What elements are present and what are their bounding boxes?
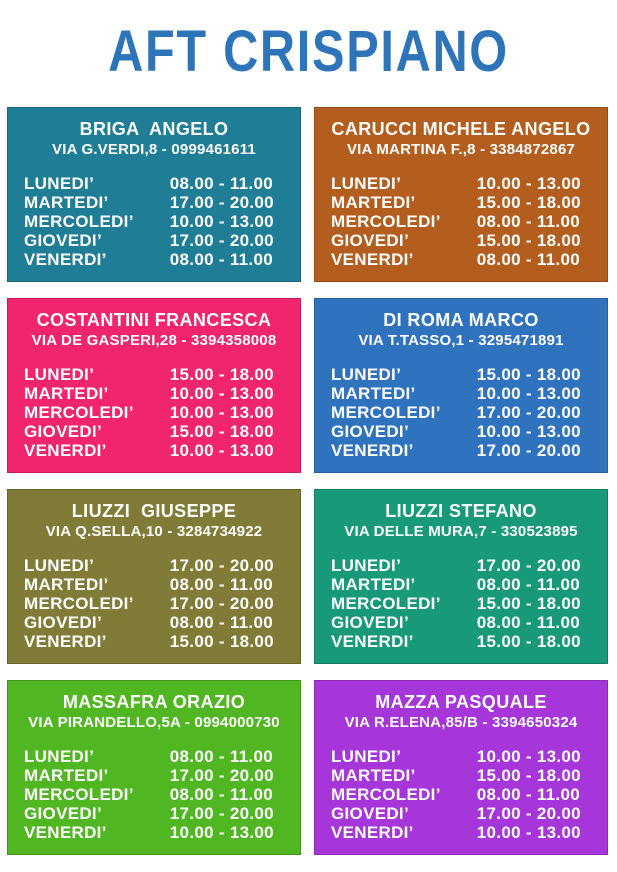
day-label: MARTEDI’ [24,193,109,212]
schedule-row [24,365,294,384]
day-label: LUNEDI’ [331,174,402,193]
time-range: 08.00 - 11.00 [169,747,273,766]
day-label: VENERDI’ [331,632,414,651]
time-range: 15.00 - 18.00 [169,365,274,384]
day-label: GIOVEDI’ [331,231,409,250]
time-range: 08.00 - 11.00 [476,575,580,594]
time-range: 08.00 - 11.00 [169,575,273,594]
schedule-rows [321,365,601,460]
time-range: 08.00 - 11.00 [169,174,273,193]
time-range: 10.00 - 13.00 [476,422,581,441]
person-name: MAZZA PASQUALE [375,692,547,712]
day-label: MERCOLEDI’ [331,403,441,422]
schedule-card-briga-angelo [7,107,301,282]
time-range: 08.00 - 11.00 [476,212,580,231]
schedule-rows [14,365,294,460]
time-range: 17.00 - 20.00 [169,556,274,575]
schedule-row [331,766,601,785]
schedule-row [331,231,601,250]
schedule-row [331,594,601,613]
person-name: BRIGA ANGELO [79,119,229,139]
schedule-row [24,556,294,575]
time-range: 10.00 - 13.00 [476,384,581,403]
time-range: 08.00 - 11.00 [169,250,273,269]
schedule-row [24,231,294,250]
time-range: 08.00 - 11.00 [169,613,273,632]
time-range: 08.00 - 11.00 [476,785,580,804]
address-phone: VIA T.TASSO,1 - 3295471891 [358,332,564,349]
person-name: DI ROMA MARCO [383,310,539,330]
cards-grid [7,107,608,855]
schedule-row [24,632,294,651]
schedule-row [24,785,294,804]
day-label: LUNEDI’ [331,365,402,384]
time-range: 17.00 - 20.00 [476,441,581,460]
schedule-row [331,556,601,575]
day-label: MARTEDI’ [331,575,416,594]
schedule-card-mazza-pasquale [314,680,608,855]
day-label: LUNEDI’ [331,747,402,766]
address-phone: VIA PIRANDELLO,5A - 0994000730 [28,714,280,731]
schedule-rows [14,556,294,651]
schedule-row [24,422,294,441]
schedule-rows [321,747,601,842]
schedule-card-costantini-francesca [7,298,301,473]
time-range: 17.00 - 20.00 [169,766,274,785]
day-label: MARTEDI’ [24,384,109,403]
day-label: MERCOLEDI’ [24,785,134,804]
time-range: 10.00 - 13.00 [169,823,274,842]
schedule-row [331,441,601,460]
schedule-row [24,613,294,632]
time-range: 15.00 - 18.00 [476,594,581,613]
schedule-card-liuzzi-giuseppe [7,489,301,664]
schedule-row [331,422,601,441]
schedule-row [24,823,294,842]
time-range: 17.00 - 20.00 [476,804,581,823]
day-label: MARTEDI’ [331,384,416,403]
day-label: VENERDI’ [331,441,414,460]
schedule-row [331,823,601,842]
time-range: 17.00 - 20.00 [169,594,274,613]
day-label: VENERDI’ [331,823,414,842]
time-range: 17.00 - 20.00 [169,193,274,212]
person-name: MASSAFRA ORAZIO [62,692,246,712]
address-phone: VIA DELLE MURA,7 - 330523895 [344,523,578,540]
schedule-row [331,747,601,766]
day-label: VENERDI’ [331,250,414,269]
address-phone: VIA DE GASPERI,28 - 3394358008 [31,332,277,349]
day-label: MARTEDI’ [331,766,416,785]
person-name: COSTANTINI FRANCESCA [36,310,272,330]
schedule-row [24,384,294,403]
day-label: MERCOLEDI’ [331,212,441,231]
day-label: GIOVEDI’ [24,422,102,441]
time-range: 15.00 - 18.00 [476,193,581,212]
day-label: MERCOLEDI’ [331,594,441,613]
time-range: 17.00 - 20.00 [169,804,274,823]
page-title: AFT CRISPIANO [108,19,509,84]
schedule-row [24,212,294,231]
time-range: 15.00 - 18.00 [476,231,581,250]
day-label: GIOVEDI’ [24,804,102,823]
person-name: LIUZZI GIUSEPPE [71,501,237,521]
schedule-row [331,384,601,403]
day-label: LUNEDI’ [24,365,95,384]
time-range: 10.00 - 13.00 [169,384,274,403]
address-phone: VIA MARTINA F.,8 - 3384872867 [346,141,576,158]
schedule-row [24,250,294,269]
time-range: 15.00 - 18.00 [169,422,274,441]
schedule-rows [321,556,601,651]
schedule-row [331,575,601,594]
day-label: MERCOLEDI’ [24,212,134,231]
schedule-row [331,174,601,193]
time-range: 08.00 - 11.00 [476,613,580,632]
day-label: LUNEDI’ [24,556,95,575]
schedule-rows [321,174,601,269]
day-label: LUNEDI’ [24,174,95,193]
day-label: VENERDI’ [24,250,107,269]
schedule-card-carucci-michele-angelo [314,107,608,282]
schedule-row [331,250,601,269]
schedule-row [331,212,601,231]
schedule-row [24,575,294,594]
time-range: 17.00 - 20.00 [476,556,581,575]
day-label: MERCOLEDI’ [24,403,134,422]
time-range: 10.00 - 13.00 [169,403,274,422]
day-label: GIOVEDI’ [331,422,409,441]
day-label: VENERDI’ [24,632,107,651]
address-phone: VIA R.ELENA,85/B - 3394650324 [344,714,578,731]
schedule-row [24,594,294,613]
address-phone: VIA G.VERDI,8 - 0999461611 [52,141,256,158]
day-label: MARTEDI’ [24,575,109,594]
day-label: MERCOLEDI’ [24,594,134,613]
time-range: 17.00 - 20.00 [476,403,581,422]
schedule-row [331,403,601,422]
time-range: 10.00 - 13.00 [169,212,274,231]
time-range: 15.00 - 18.00 [476,632,581,651]
time-range: 08.00 - 11.00 [169,785,273,804]
schedule-row [24,804,294,823]
schedule-row [331,632,601,651]
schedule-row [24,747,294,766]
time-range: 17.00 - 20.00 [169,231,274,250]
day-label: GIOVEDI’ [24,231,102,250]
time-range: 10.00 - 13.00 [476,174,581,193]
schedule-row [24,766,294,785]
day-label: VENERDI’ [24,823,107,842]
schedule-card-liuzzi-stefano [314,489,608,664]
time-range: 10.00 - 13.00 [169,441,274,460]
schedule-row [24,193,294,212]
schedule-rows [14,174,294,269]
day-label: VENERDI’ [24,441,107,460]
schedule-card-di-roma-marco [314,298,608,473]
schedule-row [24,403,294,422]
day-label: GIOVEDI’ [331,804,409,823]
day-label: GIOVEDI’ [331,613,409,632]
address-phone: VIA Q.SELLA,10 - 3284734922 [45,523,263,540]
day-label: MARTEDI’ [24,766,109,785]
schedule-row [24,441,294,460]
time-range: 10.00 - 13.00 [476,747,581,766]
schedule-row [331,193,601,212]
person-name: LIUZZI STEFANO [385,501,537,521]
schedule-row [24,174,294,193]
day-label: MARTEDI’ [331,193,416,212]
time-range: 15.00 - 18.00 [169,632,274,651]
schedule-card-massafra-orazio [7,680,301,855]
schedule-row [331,785,601,804]
schedule-row [331,804,601,823]
person-name: CARUCCI MICHELE ANGELO [331,119,591,139]
schedule-row [331,613,601,632]
schedule-row [331,365,601,384]
day-label: LUNEDI’ [24,747,95,766]
schedule-rows [14,747,294,842]
time-range: 15.00 - 18.00 [476,766,581,785]
time-range: 15.00 - 18.00 [476,365,581,384]
time-range: 10.00 - 13.00 [476,823,581,842]
time-range: 08.00 - 11.00 [476,250,580,269]
day-label: MERCOLEDI’ [331,785,441,804]
day-label: LUNEDI’ [331,556,402,575]
day-label: GIOVEDI’ [24,613,102,632]
